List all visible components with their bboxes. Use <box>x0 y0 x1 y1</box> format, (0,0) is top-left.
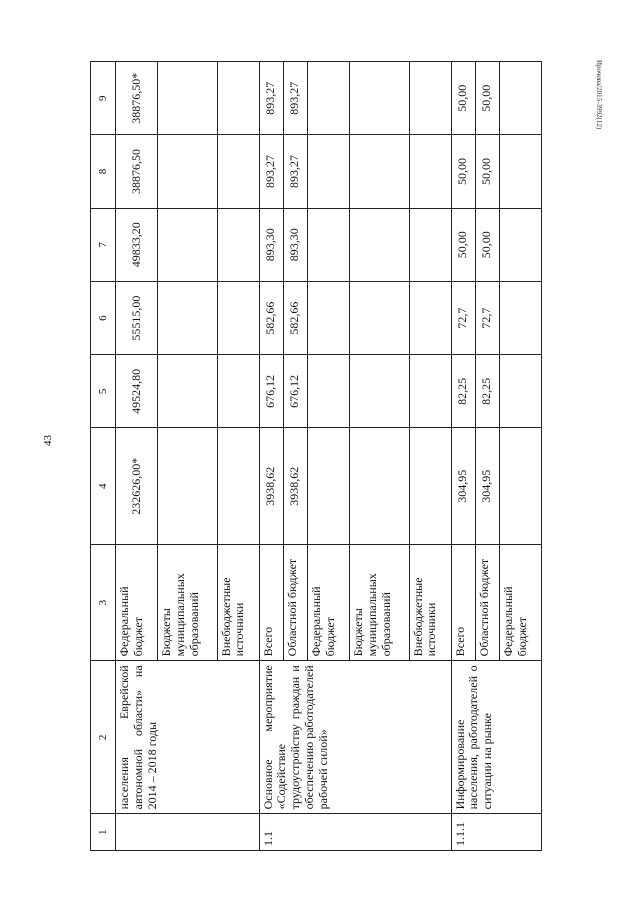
value-cell: 50,00 <box>475 208 499 281</box>
value-cell: 49524,80 <box>116 355 158 428</box>
value-cell: 893,30 <box>283 208 307 281</box>
source-cell: Федеральный бюджет <box>499 544 541 660</box>
header-cell: 2 <box>91 661 116 814</box>
value-cell: 893,27 <box>283 135 307 208</box>
header-cell: 1 <box>91 814 116 851</box>
value-cell <box>217 135 259 208</box>
source-cell: Всего <box>451 544 475 660</box>
value-cell: 893,27 <box>259 135 283 208</box>
table-row <box>451 62 475 851</box>
source-cell: Федеральный бюджет <box>307 544 349 660</box>
value-cell: 304,95 <box>451 428 475 544</box>
value-cell: 893,27 <box>259 62 283 135</box>
value-cell <box>349 355 409 428</box>
value-cell: 49833,20 <box>116 208 158 281</box>
value-cell <box>349 428 409 544</box>
value-cell <box>499 208 541 281</box>
value-cell <box>409 281 451 354</box>
value-cell <box>349 208 409 281</box>
rotated-table-container <box>90 61 542 851</box>
header-cell: 8 <box>91 135 116 208</box>
value-cell <box>217 355 259 428</box>
value-cell <box>217 208 259 281</box>
value-cell <box>307 208 349 281</box>
value-cell: 82,25 <box>475 355 499 428</box>
value-cell <box>307 428 349 544</box>
value-cell <box>499 281 541 354</box>
source-cell: Внебюджетные источники <box>217 544 259 660</box>
value-cell: 72,7 <box>451 281 475 354</box>
value-cell <box>307 281 349 354</box>
header-cell: 5 <box>91 355 116 428</box>
value-cell <box>307 62 349 135</box>
value-cell <box>217 62 259 135</box>
value-cell: 676,12 <box>259 355 283 428</box>
value-cell <box>157 428 217 544</box>
source-cell: Областной бюджет <box>283 544 307 660</box>
document-reference: Ирочова/2015-3992(12) <box>595 60 603 130</box>
value-cell <box>217 281 259 354</box>
value-cell <box>349 135 409 208</box>
value-cell: 582,66 <box>283 281 307 354</box>
value-cell: 50,00 <box>451 62 475 135</box>
code-cell: 1.1.1 <box>451 814 541 851</box>
value-cell <box>499 355 541 428</box>
value-cell: 38876,50* <box>116 62 158 135</box>
value-cell: 82,25 <box>451 355 475 428</box>
source-cell: Внебюджетные источники <box>409 544 451 660</box>
header-cell: 9 <box>91 62 116 135</box>
value-cell: 50,00 <box>451 208 475 281</box>
page-number: 43 <box>42 435 54 446</box>
value-cell <box>157 135 217 208</box>
table-row <box>259 62 283 851</box>
header-cell: 6 <box>91 281 116 354</box>
value-cell: 3938,62 <box>283 428 307 544</box>
value-cell <box>157 62 217 135</box>
value-cell <box>157 208 217 281</box>
code-cell: 1.1 <box>259 814 451 851</box>
value-cell: 232626,00* <box>116 428 158 544</box>
value-cell <box>157 355 217 428</box>
header-row <box>91 62 116 851</box>
source-cell: Всего <box>259 544 283 660</box>
source-cell: Бюджеты муниципальных образований <box>349 544 409 660</box>
value-cell <box>409 62 451 135</box>
source-cell: Бюджеты муниципальных образований <box>157 544 217 660</box>
value-cell: 582,66 <box>259 281 283 354</box>
value-cell <box>499 428 541 544</box>
value-cell <box>349 62 409 135</box>
value-cell: 304,95 <box>475 428 499 544</box>
value-cell <box>499 135 541 208</box>
value-cell: 50,00 <box>475 135 499 208</box>
table-row <box>116 62 158 851</box>
header-cell: 3 <box>91 544 116 660</box>
value-cell <box>409 208 451 281</box>
name-cell: Основное мероприятие «Содействие трудоустройству граждан и обеспечению работодателей рабочей силой» <box>259 661 451 814</box>
value-cell: 676,12 <box>283 355 307 428</box>
value-cell: 3938,62 <box>259 428 283 544</box>
value-cell <box>349 281 409 354</box>
budget-table <box>90 61 542 851</box>
value-cell <box>409 428 451 544</box>
value-cell: 893,27 <box>283 62 307 135</box>
value-cell: 72,7 <box>475 281 499 354</box>
value-cell: 55515,00 <box>116 281 158 354</box>
value-cell <box>499 62 541 135</box>
value-cell <box>307 135 349 208</box>
header-cell: 4 <box>91 428 116 544</box>
value-cell: 50,00 <box>475 62 499 135</box>
value-cell <box>157 281 217 354</box>
name-cell: населения Еврейской автономной области» на 2014 – 2018 годы <box>116 661 260 814</box>
header-cell: 7 <box>91 208 116 281</box>
code-cell <box>116 814 260 851</box>
value-cell: 50,00 <box>451 135 475 208</box>
source-cell: Областной бюджет <box>475 544 499 660</box>
value-cell <box>217 428 259 544</box>
name-cell: Информирование населения, работодателей о ситуации на рынке <box>451 661 541 814</box>
value-cell: 893,30 <box>259 208 283 281</box>
source-cell: Федеральный бюджет <box>116 544 158 660</box>
value-cell <box>409 355 451 428</box>
value-cell: 38876,50 <box>116 135 158 208</box>
value-cell <box>307 355 349 428</box>
value-cell <box>409 135 451 208</box>
